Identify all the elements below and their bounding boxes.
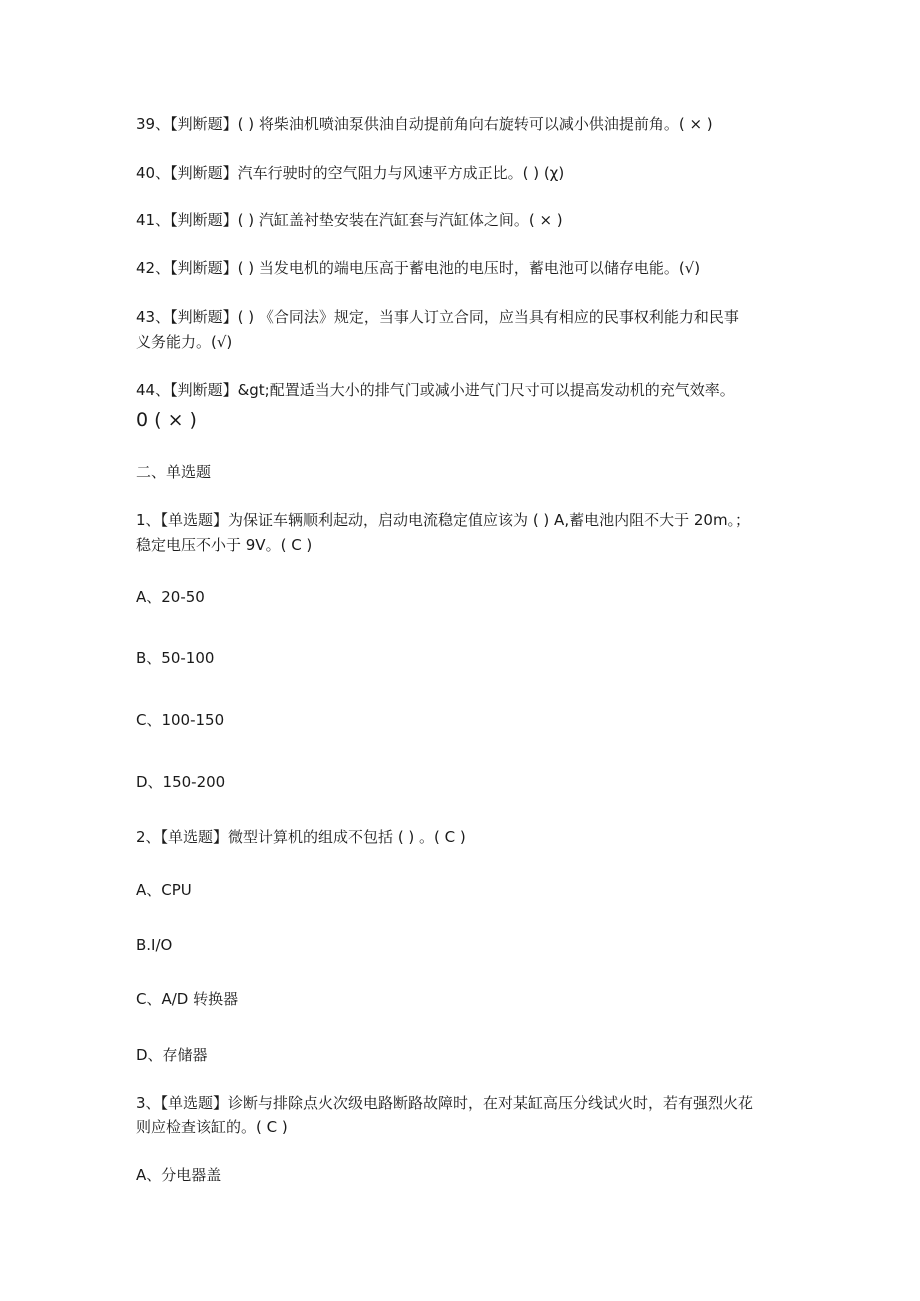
question-43-line-1: 43、【判断题】( ) 《合同法》规定，当事人订立合同，应当具有相应的民事权利能力和民事 bbox=[136, 308, 739, 326]
question-44-line-2: 0 ( × ) bbox=[136, 409, 197, 431]
section-title: 二、单选题 bbox=[136, 463, 212, 481]
question-42: 42、【判断题】( ) 当发电机的端电压高于蓄电池的电压时，蓄电池可以储存电能。(√) bbox=[136, 259, 701, 277]
single-2-option-c: C、A/D 转换器 bbox=[136, 990, 239, 1008]
single-3-line-2: 则应检查该缸的。( C ) bbox=[136, 1118, 288, 1136]
single-1-option-d: D、150-200 bbox=[136, 773, 226, 791]
question-39: 39、【判断题】( ) 将柴油机喷油泵供油自动提前角向右旋转可以减小供油提前角。( × ) bbox=[136, 115, 713, 133]
single-2-option-a: A、CPU bbox=[136, 881, 192, 899]
single-1-option-b: B、50-100 bbox=[136, 649, 215, 667]
single-2-line-1: 2、【单选题】微型计算机的组成不包括 ( ) 。( C ) bbox=[136, 828, 466, 846]
question-44-line-1: 44、【判断题】&gt;配置适当大小的排气门或减小进气门尺寸可以提高发动机的充气效率。 bbox=[136, 381, 735, 399]
single-3-line-1: 3、【单选题】诊断与排除点火次级电路断路故障时，在对某缸高压分线试火时，若有强烈火花 bbox=[136, 1094, 754, 1112]
single-3-option-a: A、分电器盖 bbox=[136, 1166, 222, 1184]
single-2-option-b: B.I/O bbox=[136, 936, 173, 954]
single-2-option-d: D、存储器 bbox=[136, 1046, 208, 1064]
single-1-option-a: A、20-50 bbox=[136, 588, 205, 606]
single-1-option-c: C、100-150 bbox=[136, 711, 225, 729]
question-43-line-2: 义务能力。(√) bbox=[136, 333, 233, 351]
question-41: 41、【判断题】( ) 汽缸盖衬垫安装在汽缸套与汽缸体之间。( × ) bbox=[136, 211, 563, 229]
single-1-line-2: 稳定电压不小于 9V。( C ) bbox=[136, 536, 313, 554]
question-40: 40、【判断题】汽车行驶时的空气阻力与风速平方成正比。( ) (χ) bbox=[136, 164, 565, 182]
single-1-line-1: 1、【单选题】为保证车辆顺利起动，启动电流稳定值应该为 ( ) A,蓄电池内阻不大于 20m。； bbox=[136, 511, 751, 529]
